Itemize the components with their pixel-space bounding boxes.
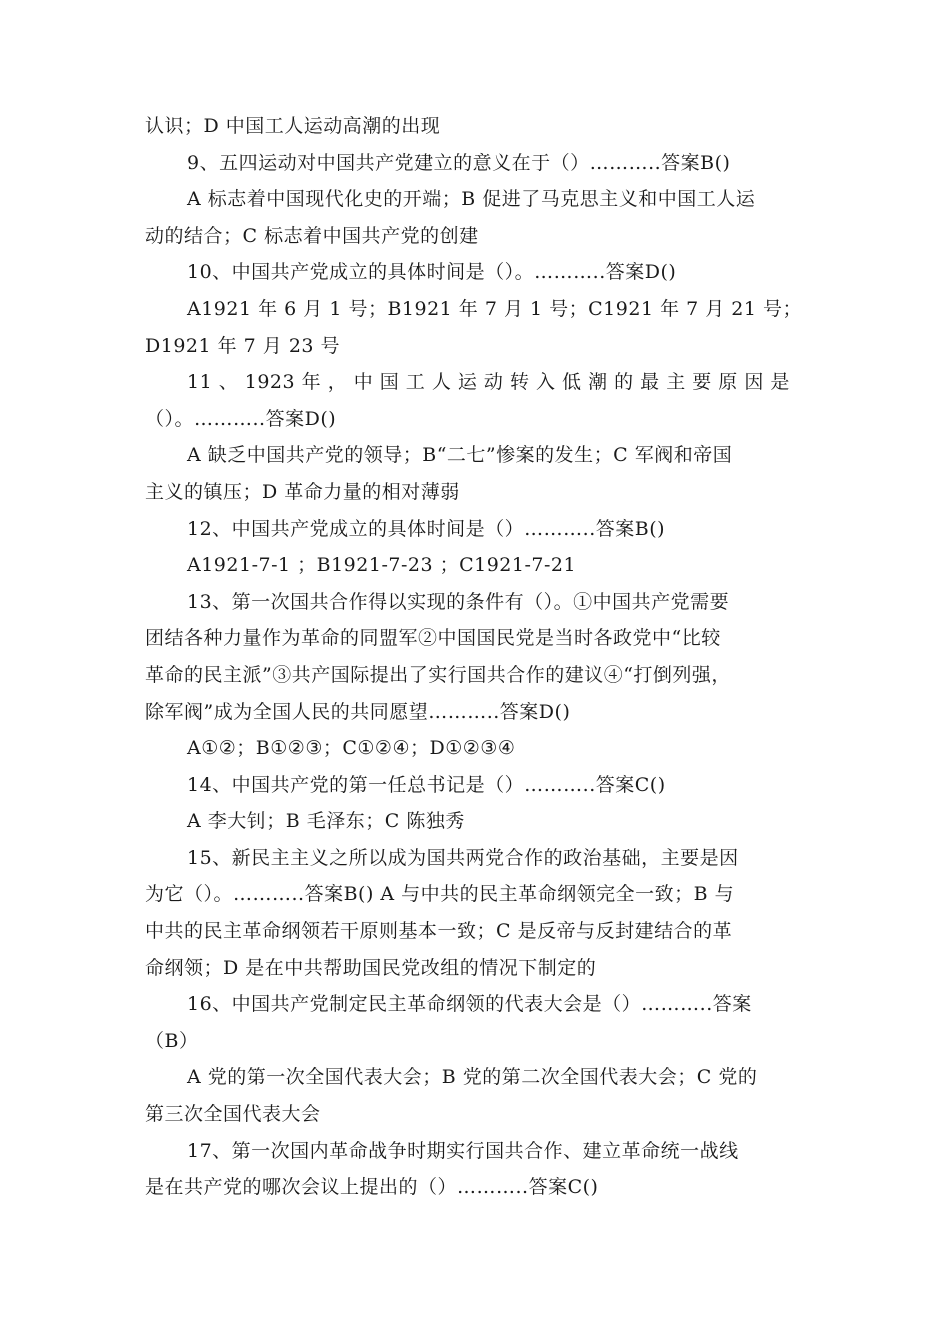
- text-line: A1921 年 6 月 1 号；B1921 年 7 月 1 号；C1921 年 7 月 21 号；: [187, 297, 802, 320]
- text-line: 认识；D 中国工人运动高潮的出现: [145, 115, 441, 137]
- text-line: 13、第一次国共合作得以实现的条件有（）。①中国共产党需要: [187, 590, 730, 613]
- text-line: A 党的第一次全国代表大会；B 党的第二次全国代表大会；C 党的: [187, 1066, 758, 1089]
- text-line: 14、中国共产党的第一任总书记是（）………..答案C(): [187, 773, 666, 796]
- text-line: 为它（）。………..答案B() A 与中共的民主革命纲领完全一致；B 与: [145, 883, 735, 906]
- text-line: 17、第一次国内革命战争时期实行国共合作、建立革命统一战线: [187, 1139, 739, 1162]
- text-line: （B）: [145, 1029, 199, 1052]
- text-line: A①②；B①②③；C①②④；D①②③④: [187, 737, 516, 760]
- text-line: 中共的民主革命纲领若干原则基本一致；C 是反帝与反封建结合的革: [145, 920, 733, 943]
- text-line: 15、新民主主义之所以成为国共两党合作的政治基础，主要是因: [187, 846, 739, 869]
- text-line: A 李大钊；B 毛泽东；C 陈独秀: [187, 810, 465, 833]
- text-line: A 缺乏中国共产党的领导；B“二七”惨案的发生；C 军阀和帝国: [187, 444, 733, 467]
- text-line: 12、中国共产党成立的具体时间是（）………..答案B(): [187, 517, 666, 540]
- text-line: 命纲领；D 是在中共帮助国民党改组的情况下制定的: [145, 956, 597, 979]
- text-line: （）。………..答案D(): [145, 407, 337, 430]
- text-line: A1921-7-1 ；B1921-7-23 ；C1921-7-21: [187, 554, 577, 577]
- text-line: 10、中国共产党成立的具体时间是（）。………..答案D(): [187, 261, 677, 284]
- text-line: D1921 年 7 月 23 号: [145, 334, 341, 357]
- text-line: 革命的民主派”③共产国际提出了实行国共合作的建议④“打倒列强，: [145, 663, 731, 686]
- text-line: 9、五四运动对中国共产党建立的意义在于（）………..答案B(): [187, 151, 731, 174]
- text-line: 是在共产党的哪次会议上提出的（）………..答案C(): [145, 1176, 599, 1199]
- text-line: 主义的镇压；D 革命力量的相对薄弱: [145, 480, 460, 503]
- text-line: 16、中国共产党制定民主革命纲领的代表大会是（）………..答案: [187, 993, 752, 1016]
- text-line: 第三次全国代表大会: [145, 1103, 321, 1126]
- text-line: A 标志着中国现代化史的开端；B 促进了马克思主义和中国工人运: [187, 188, 756, 211]
- text-line: 团结各种力量作为革命的同盟军②中国国民党是当时各政党中“比较: [145, 627, 721, 650]
- text-line: 11 、 1923 年 ， 中 国 工 人 运 动 转 入 低 潮 的 最 主 要 原 因 是: [187, 371, 790, 394]
- document-body: [145, 108, 815, 1206]
- text-line: 除军阀”成为全国人民的共同愿望………..答案D(): [145, 700, 571, 723]
- text-line: 动的结合；C 标志着中国共产党的创建: [145, 224, 479, 247]
